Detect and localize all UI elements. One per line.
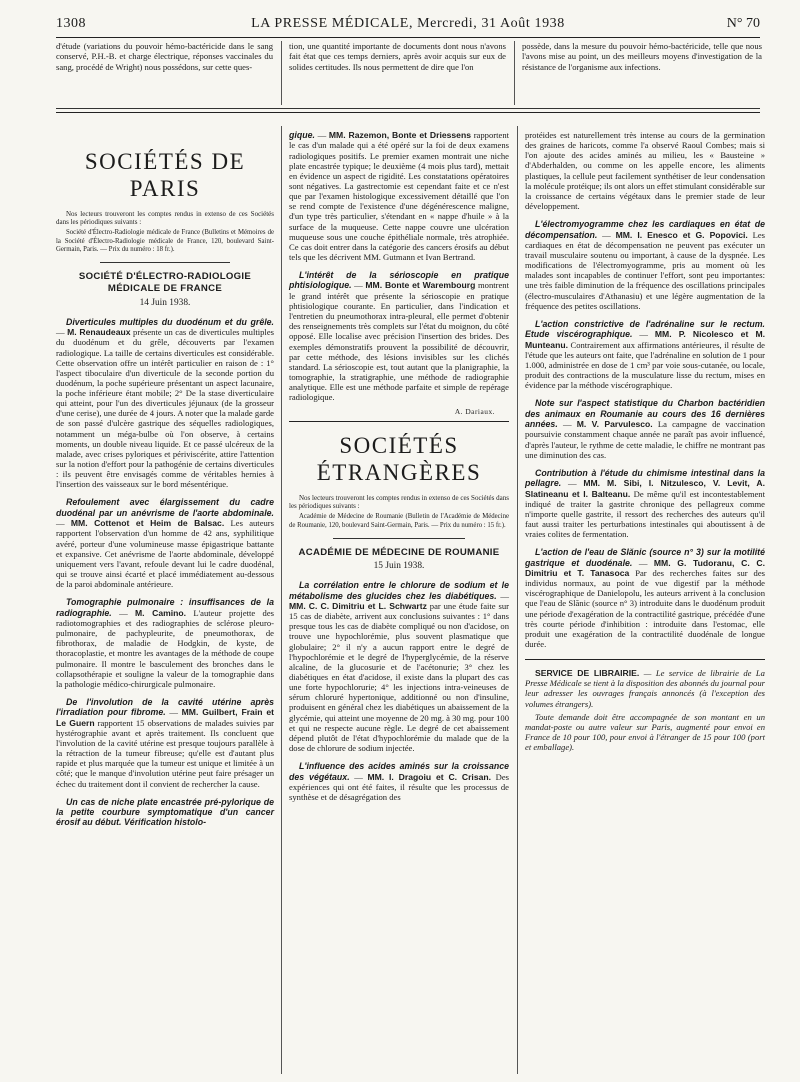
article-author: M. V. Parvulesco. <box>576 419 653 430</box>
strip-column-2: tion, une quantité importante de documents dont nous n'avons fait état que ces temps derniers, après avoir acquis sur eux de solides certitudes. Ils nous permettent de dire que l'on <box>289 41 506 72</box>
article-author: MM. M. Sibi, I. Nitzulesco, V. Levit, A. Slatineanu et I. Balteanu. <box>525 478 765 499</box>
service-librairie-box <box>525 659 765 752</box>
article-title: gique. <box>289 130 315 140</box>
article-title: Note sur l'aspect statistique du Charbon bactéridien des animaux en Roumanie au cours des 16 dernières années. <box>525 398 765 430</box>
section-title-etrangeres: SOCIÉTÉS ÉTRANGÈRES <box>316 433 482 486</box>
article-text: rapportent 15 observations de malades suivies par hystérographie avant et après traitement. Ils concluent que l'involution de la cavité utérine est presque toujours parallèle à la rétraction de la tumeur fibreuse; qu'elle est d'autant plus rapide et plus marquée que la tumeur est unique et limitée à un côté; que le manque d'involution utérine peut faire présager un échec du traitement dont il convient de rechercher la cause. <box>56 717 274 789</box>
column-2 <box>289 130 509 805</box>
article-title: Un cas de niche plate encastrée pré-pylorique de la petite courbure symptomatique d'un cancer érosif au début. Vérification histolo- <box>56 796 274 828</box>
column-3 <box>525 130 765 755</box>
column-1 <box>56 130 274 831</box>
service-title: SERVICE DE LIBRAIRIE. <box>535 668 640 679</box>
article-continuation: protéides est naturellement très intense au cours de la germination des graines de haricots, comme l'a observé Raoul Combes; mais si l'on ajoute des acides aminés au milieu, les « Bausteine » d'Abderhalden, ou comme on les appelle encore, les aliments plastiques, la cellule peut facilement synthétiser de leur condensation la molécule protéique; ils ont alors un effet stimulant considérable sur la croissance de certains végétaux dans le premier stade de leur développement. <box>525 130 765 211</box>
article-text: rapportent le cas d'un malade qui a été opéré sur la foi de deux examens radiologiques positifs. Le premier examen montrait une niche plate encastrée typique; le deuxième (4 mois plus tard), mettait en évidence un aspect de rigidité. Les constatations opératoires sont négatives. La gastrectomie est cependant faite et ce n'est que par l'examen histologique excessivement détaillé que l'on se rend compte de l'existence d'une dégénérescence maligne, d'un type très particulier, s'étendant en « nappe d'huile » à la surface de la muqueuse. Cette nappe couvre une ulcération muqueuse sous une couche épithéliale normale, très atrophiée. Ce cas doit entrer dans la catégorie des cancers érosifs au début tels que les décrivent MM. Gutmann et Ivan Bertrand. <box>289 130 510 262</box>
section-rule <box>289 421 509 422</box>
article-title: L'influence des acides aminés sur la croissance des végétaux. <box>289 761 509 782</box>
article: L'influence des acides aminés sur la croissance des végétaux. — MM. I. Dragoiu et C. Crisan. Des expériences qui ont été faites, il résulte que les processus de synthèse et de désagrégation des <box>289 761 509 803</box>
article: De l'involution de la cavité utérine après l'irradiation pour fibrome. — MM. Guilbert, Frain et Le Guern rapportent 15 observations de malades suivies par hystérographie avant et après traitement. Ils concluent que l'involution de la cavité utérine est presque toujours parallèle à la rétraction de la tumeur fibreuse; qu'elle est d'autant plus rapide et plus marquée que la tumeur est unique et limitée à un côté; que le manque d'involution utérine peut faire présager un échec du traitement dont il convient de rechercher la cause. <box>56 696 275 789</box>
article-text: Les cardiaques en état de décompensation ne peuvent pas exécuter un travail musculaire soutenu ou important, à cause de la dyspnée. Les modifications de l'électromyogramme, pris au moment où les malades sont incapables de continuer l'effort, sont peu importantes: une très faible diminution de la fréquence des oscillations principales (électro-musculaires d'Athanasiu) et une légère augmentation de la fréquence des petites oscillations. <box>525 229 766 311</box>
article-text: La campagne de vaccination poursuivie constamment chaque année ne paraît pas avoir influencé, d'après l'auteur, le rythme de cette maladie, le chiffre ne montrant pas une diminution des cas. <box>525 419 766 460</box>
article-author: MM. G. Tudoranu, C. C. Dimitriu et T. Tanasoca <box>525 557 765 579</box>
service-notice: SERVICE DE LIBRAIRIE. — Le service de librairie de La Presse Médicale se tient à la disposition des abonnés du journal pour leur adresser les ouvrages français annoncés (à l'exception des volumes étrangers). <box>525 668 765 709</box>
service-text: Le service de librairie de La Presse Médicale se tient à la disposition des abonnés du journal pour leur adresser les ouvrages français annoncés (à l'exception des volumes étrangers). <box>525 668 765 709</box>
article: Refoulement avec élargissement du cadre duodénal par un anévrisme de l'aorte abdominale. — MM. Cottenot et Heim de Balsac. Les auteurs rapportent l'observation d'un homme de 42 ans, syphilitique avéré, porteur d'une volumineuse masse épigastrique battante et expansive. Cet anévrisme de l'aorte abdominale, développé uniquement vers l'avant, refoule devant lui le cadre duodénal, qui se trouve ainsi écarté et placé immédiatement au-dessous de la paroi abdominale antérieure. <box>56 497 275 590</box>
section-title-paris: SOCIÉTÉS DE PARIS <box>84 149 246 202</box>
header-rule <box>56 37 760 38</box>
divider <box>333 538 465 539</box>
page-number: 1308 <box>56 16 86 31</box>
article-author: MM. Guilbert, Frain et Le Guern <box>56 707 275 728</box>
signature: A. Dariaux. <box>454 407 495 417</box>
article-text: Des expériences qui ont été faites, il résulte que les processus de synthèse et de désagrégation des <box>289 771 509 803</box>
article-author: MM. I. Dragoiu et C. Crisan. <box>367 771 492 782</box>
article: gique. — MM. Razemon, Bonte et Driessens rapportent le cas d'un malade qui a été opéré sur la foi de deux examens radiologiques positifs. Le premier examen montrait une niche plate encastrée typique; le deuxième (4 mois plus tard), mettait en évidence un aspect de rigidité. Les constatations opératoires sont négatives. La gastrectomie est cependant faite et ce n'est que par l'examen histologique excessivement détaillé que l'on se rend compte de l'existence d'une dégénérescence maligne, d'un type très particulier, s'étendant en « nappe d'huile » à la surface de la muqueuse. Cette nappe couvre une ulcération muqueuse sous une couche épithéliale normale, très atrophiée. Ce cas doit entrer dans la catégorie des cancers érosifs au début tels que les décrivent MM. Gutmann et Ivan Bertrand. <box>289 130 510 262</box>
article-title: Contribution à l'étude du chimisme intestinal dans la pellagre. <box>525 467 765 489</box>
strip-column-1: d'étude (variations du pouvoir hémo-bactéricide dans le sang conservé, P.H.-B. et charge électrique, réponses vaccinales du sang, procédé de Wright) nous possédons, sur cette ques- <box>56 41 273 72</box>
article: Diverticules multiples du duodénum et du grêle. — M. Renaudeaux présente un cas de diverticules multiples du duodénum et du grêle, découverts par l'examen radiologique. La taille de certains diverticules est considérable. Cette observation offre un intérêt particulier en raison de : 1° l'aspect tiboculaire d'un diverticule de la seconde portion du duodénum, la poche supérieure présentant un aspect lacunaire, la poche inférieure étant mobile; 2° De la stase diverticulaire qui atteint, pour l'un des diverticules jéjunaux (de la grosseur d'une cerise), une durée de 4 jours. A noter que la malade garde de son passé d'ulcère gastrique des séquelles radiologiques, notamment un méga-bulbe où l'on observe, à certains moments, un double niveau liquide. Et ce passé ulcéreux de la malade, avec crises pyloriques et périviscérite, attire l'attention sur la notion d'effort pour la pathogénie de certains diverticules : ils peuvent être envisagés comme de véritables hernies à l'insertion des vaisseaux sur le bord mésentérique. <box>56 316 274 490</box>
article-title: Diverticules multiples du duodénum et du grêle. <box>66 316 274 327</box>
society-name: ACADÉMIE DE MÉDECINE DE ROUMANIE <box>298 546 500 558</box>
society-name: SOCIÉTÉ D'ÉLECTRO-RADIOLOGIE MÉDICALE DE FRANCE <box>78 270 252 295</box>
article-text: présente un cas de diverticules multiples du duodénum et du grêle, découverts par l'examen radiologique. La taille de certains diverticules est considérable. Cette observation offre un intérêt particulier en raison de : 1° l'aspect tiboculaire d'un diverticule de la seconde portion du duodénum, la poche supérieure présentant un aspect lacunaire, la poche inférieure étant mobile; 2° De la stase diverticulaire qui atteint, pour l'un des diverticules jéjunaux (de la grosseur d'une cerise), une durée de 4 jours. A noter que la malade garde de son passé d'ulcère gastrique des séquelles radiologiques, notamment un méga-bulbe où l'on observe, à certains moments, un double niveau liquide. Et ce passé ulcéreux de la malade, avec crises pyloriques et périviscérite, attire l'attention sur la notion d'effort pour la pathogénie de certains diverticules : ils peuvent être envisagés comme de véritables hernies à l'insertion des vaisseaux sur le bord mésentérique. <box>56 327 274 490</box>
bulletin-reference: Académie de Médecine de Roumanie (Bulletin de l'Académie de Médecine de Roumanie, 120, boulevard Saint-Germain, Paris. — Prix du numéro : 15 fr.). <box>289 513 509 529</box>
strip-divider <box>514 41 515 105</box>
article-text: Les auteurs rapportent l'observation d'un homme de 42 ans, syphilitique avéré, porteur d'une volumineuse masse épigastrique battante et expansive. Cet anévrisme de l'aorte abdominale, développé uniquement vers l'avant, refoule devant lui le cadre duodénal, qui se trouve ainsi écarté et placé immédiatement au-dessous de la paroi abdominale antérieure. <box>56 518 275 590</box>
page-header <box>56 16 760 34</box>
article-author: MM. P. Nicolesco et M. Munteanu. <box>525 329 766 350</box>
service-notice-2: Toute demande doit être accompagnée de son montant en un mandat-poste ou autre valeur sur Paris, augmenté pour envoi en France de 10 pour 100, pour envoi à l'étranger de 15 pour 100 (port et emballage). <box>525 711 765 753</box>
article-title: De l'involution de la cavité utérine après l'irradiation pour fibrome. <box>56 696 274 718</box>
meeting-date: 15 Juin 1938. <box>373 561 425 572</box>
article-title: L'électromyogramme chez les cardiaques en état de décompensation. <box>525 219 765 240</box>
article-title: L'action constrictive de l'adrénaline sur le rectum. Etude viscérographique. <box>525 318 765 340</box>
article: Contribution à l'étude du chimisme intestinal dans la pellagre. — MM. M. Sibi, I. Nitzulesco, V. Levit, A. Slatineanu et I. Balteanu. De même qu'il est incontestablement indiqué de traiter la gastrite chronique des pellagreux comme n'importe quelle gastrite, il ressort des recherches des auteurs qu'il faut aussi traiter les perturbations intestinales qui aboutissent à de vraies colites de fermentation. <box>525 467 765 540</box>
column-divider <box>281 126 282 1074</box>
bulletin-reference: Société d'Électro-Radiologie médicale de France (Bulletins et Mémoires de la Société d'Électro-Radiologie médicale de France, 120, boulevard Saint-Germain, Paris. — Prix du numéro : 18 fr.). <box>56 229 274 253</box>
article: L'électromyogramme chez les cardiaques en état de décompensation. — MM. I. Enesco et G. Popovici. Les cardiaques en état de décompensation ne peuvent pas exécuter un travail musculaire soutenu ou important, à cause de la dyspnée. Les modifications de l'électromyogramme, pris au moment où les malades sont incapables de continuer l'effort, sont peu importantes: une très faible diminution de la fréquence des oscillations principales (électro-musculaires d'Athanasiu) et une légère augmentation de la fréquence des petites oscillations. <box>525 219 766 311</box>
strip-divider <box>281 41 282 105</box>
article-title: L'intérêt de la sérioscopie en pratique phtisiologique. <box>289 270 509 291</box>
article-text: montrent le grand intérêt que présente la sérioscopie en pratique phtisiologique courante. En particulier, dans l'indication et l'entretien du pneumothorax intra-pleural, elle permet d'obtenir des renseignements très complets sur l'état du moignon, du côté opposé. Elle localise avec précision l'insertion des brides. Des exemples démonstratifs prouvent la possibilité de découvrir, par cette méthode, des lésions invisibles sur les clichés standard. La sérioscopie est, tout autant que la planigraphie, la tomographie, la stratigraphie, une méthode de radiographie analytique. Elle est une méthode parfaite et simple de repérage radiologique. <box>289 280 509 403</box>
masthead: LA PRESSE MÉDICALE, Mercredi, 31 Août 1938 <box>251 16 565 31</box>
strip-rule <box>56 108 760 109</box>
column-divider <box>517 126 518 1074</box>
article-text: Par des recherches faites sur des individus normaux, au point de vue digestif par la méthode viscérographique de Danielopolu, les auteurs arrivent à la conclusion que l'eau de Slănic (source n° 3) introduite dans le duodénum produit une période d'exagération de la contractilité gastrique, précédée d'une très courte période d'inhibition : introduite dans l'estomac, elle produit une exagération de la contractilité duodénale de longue durée. <box>525 568 765 650</box>
article-text: De même qu'il est incontestablement indiqué de traiter la gastrite chronique des pellagreux comme n'importe quelle gastrite, il ressort des recherches des auteurs qu'il faut aussi traiter les perturbations intestinales qui aboutissent à de vraies colites de fermentation. <box>525 488 765 540</box>
article-author: M. Camino. <box>135 607 187 618</box>
article: L'action constrictive de l'adrénaline sur le rectum. Etude viscérographique. — MM. P. Nicolesco et M. Munteanu. Contrairement aux affirmations antérieures, il résulte de l'étude que les auteurs ont faite, que l'adrénaline en solution de 1 pour 1.000, administrée en dose de 1 cm³ par voie sous-cutanée, ou locale, produit des contractions de la musculature lisse du rectum, mises en évidence par la méthode viscérographique. <box>525 318 766 391</box>
article-title: La corrélation entre le chlorure de sodium et le métabolisme des glucides chez les diabétiques. <box>289 580 509 601</box>
article-title: Tomographie pulmonaire : insuffisances de la radiographie. <box>56 597 274 618</box>
article-author: MM. I. Enesco et G. Popovici. <box>615 229 748 240</box>
article-title: Refoulement avec élargissement du cadre duodénal par un anévrisme de l'aorte abdominale. <box>56 497 274 518</box>
article-author: MM. C. C. Dimitriu et L. Schwartz <box>289 601 427 612</box>
article-author: MM. Cottenot et Heim de Balsac. <box>70 518 225 529</box>
divider <box>100 262 231 263</box>
article-author: MM. Razemon, Bonte et Driessens <box>328 130 471 140</box>
article-text: Contrairement aux affirmations antérieures, il résulte de l'étude que les auteurs ont faite, que l'adrénaline en solution de 1 pour 1.000, administrée en dose de 1 cm³ par voie sous-cutanée, ou locale, produit des contractions de la musculature lisse du rectum, mises en évidence par la méthode viscérographique. <box>525 339 765 391</box>
article: L'action de l'eau de Slănic (source n° 3) sur la motilité gastrique et duodénale. — MM. G. Tudoranu, C. C. Dimitriu et T. Tanasoca Par des recherches faites sur des individus normaux, au point de vue digestif par la méthode viscérographique de Danielopolu, les auteurs arrivent à la conclusion que l'eau de Slănic (source n° 3) introduite dans le duodénum produit une période d'exagération de la contractilité gastrique, précédée d'une très courte période d'inhibition : introduite dans l'estomac, elle produit une exagération de la contractilité duodénale de longue durée. <box>525 547 765 650</box>
section-intro: Nos lecteurs trouveront les comptes rendus in extenso de ces Sociétés dans les périodiques suivants : <box>56 210 274 227</box>
article <box>56 797 274 828</box>
article: Note sur l'aspect statistique du Charbon bactéridien des animaux en Roumanie au cours des 16 dernières années. — M. V. Parvulesco. La campagne de vaccination poursuivie constamment chaque année ne paraît pas avoir influencé, d'après l'auteur, le rythme de cette maladie, le chiffre ne montrant pas une diminution des cas. <box>525 398 766 460</box>
article: Tomographie pulmonaire : insuffisances de la radiographie. — M. Camino. L'auteur projette des radiotomographies et des radiographies de sclérose pleuro-pulmonaire, de pachypleurite, de pneumothorax, de fibrothorax, de maladie de Hodgkin, de kyste, de thoracoplastie, et montre les avantages de la méthode de coupe pulmonaire. Il montre le basculement des bronches dans le collapsothérapie et souligne la valeur de la tomographie dans la pathologie médico-chirurgicale pulmonaire. <box>56 597 275 689</box>
article: L'intérêt de la sérioscopie en pratique phtisiologique. — MM. Bonte et Warembourg montrent le grand intérêt que présente la sérioscopie en pratique phtisiologique courante. En particulier, dans l'indication et l'entretien du pneumothorax intra-pleural, elle permet d'obtenir des renseignements très complets sur l'état du moignon, du côté opposé. Elle localise avec précision l'insertion des brides. Des exemples démonstratifs prouvent la possibilité de découvrir, par cette méthode, des lésions invisibles sur les clichés standard. La sérioscopie est, tout autant que la planigraphie, la tomographie, la stratigraphie, une méthode de radiographie analytique. Elle est une méthode parfaite et simple de repérage radiologique. <box>289 270 509 403</box>
strip-column-3: possède, dans la mesure du pouvoir hémo-bactéricide, telle que nous l'avons mise au point, un des meilleurs moyens d'investigation de la résistance de l'organisme aux infections. <box>522 41 762 72</box>
strip-rule-thick <box>56 112 760 113</box>
article: La corrélation entre le chlorure de sodium et le métabolisme des glucides chez les diabétiques. — MM. C. C. Dimitriu et L. Schwartz par une étude faite sur 15 cas de diabète, arrivent aux conclusions suivantes : 1° dans presque tous les cas de diabète compliqué ou non d'acidose, on trouve une hypochlorémie, plus souvent plasmatique que globulaire; 2° il n'y a aucun rapport entre le degré de l'hypochlorémie et le degré de l'hyperglycémie, de la réserve alcaline, de la glucosurie et de l'acétonurie; 3° chez les diabétiques en état d'acidose, il existe dans la plupart des cas une forte hypochlorurie; 4° les injections intra-veineuses de sérum chloruré hypertonique, additionné ou non d'insuline, produisent en général chez les diabétiques un abaissement de la glycémie, qui atteint une moyenne de 20 mg. à 30 mg. pour 100 et qui ne respecte aucune règle. Le degré de cet abaissement dépend plutôt de l'état d'hypochlorémie du malade que de la dose de chlorure de sodium injectée. <box>289 580 509 754</box>
article-author: MM. Bonte et Warembourg <box>365 280 476 291</box>
meeting-date: 14 Juin 1938. <box>139 297 191 308</box>
article-text: L'auteur projette des radiotomographies et des radiographies de sclérose pleuro-pulmonaire, de pachypleurite, de pneumothorax, de fibrothorax, de maladie de Hodgkin, de kyste, de thoracoplastie, et montre les avantages de la méthode de coupe pulmonaire. Il montre le basculement des bronches dans le collapsothérapie et souligne la valeur de la tomographie dans la pathologie médico-chirurgicale pulmonaire. <box>56 607 275 689</box>
article-author: M. Renaudeaux <box>67 327 131 338</box>
issue-number: N° 70 <box>726 16 760 31</box>
section-intro: Nos lecteurs trouveront les comptes rendus in extenso de ces Sociétés dans les périodiques suivants : <box>289 494 509 511</box>
article-title: L'action de l'eau de Slănic (source n° 3) sur la motilité gastrique et duodénale. <box>525 547 765 568</box>
article-text: par une étude faite sur 15 cas de diabète, arrivent aux conclusions suivantes : 1° dans presque tous les cas de diabète compliqué ou non d'acidose, on trouve une hypochlorémie, plus souvent plasmatique que globulaire; 2° il n'y a aucun rapport entre le degré de l'hypochlorémie et le degré de l'hyperglycémie, de la réserve alcaline, de la glucosurie et de l'acétonurie; 3° chez les diabétiques en état d'acidose, il existe dans la plupart des cas une forte hypochlorurie; 4° les injections intra-veineuses de sérum chloruré hypertonique, additionné ou non d'insuline, produisent en général chez les diabétiques un abaissement de la glycémie, qui atteint une moyenne de 20 mg. à 30 mg. pour 100 et qui ne respecte aucune règle. Le degré de cet abaissement dépend plutôt de l'état d'hypochlorémie du malade que de la dose de chlorure de sodium injectée. <box>289 601 509 754</box>
